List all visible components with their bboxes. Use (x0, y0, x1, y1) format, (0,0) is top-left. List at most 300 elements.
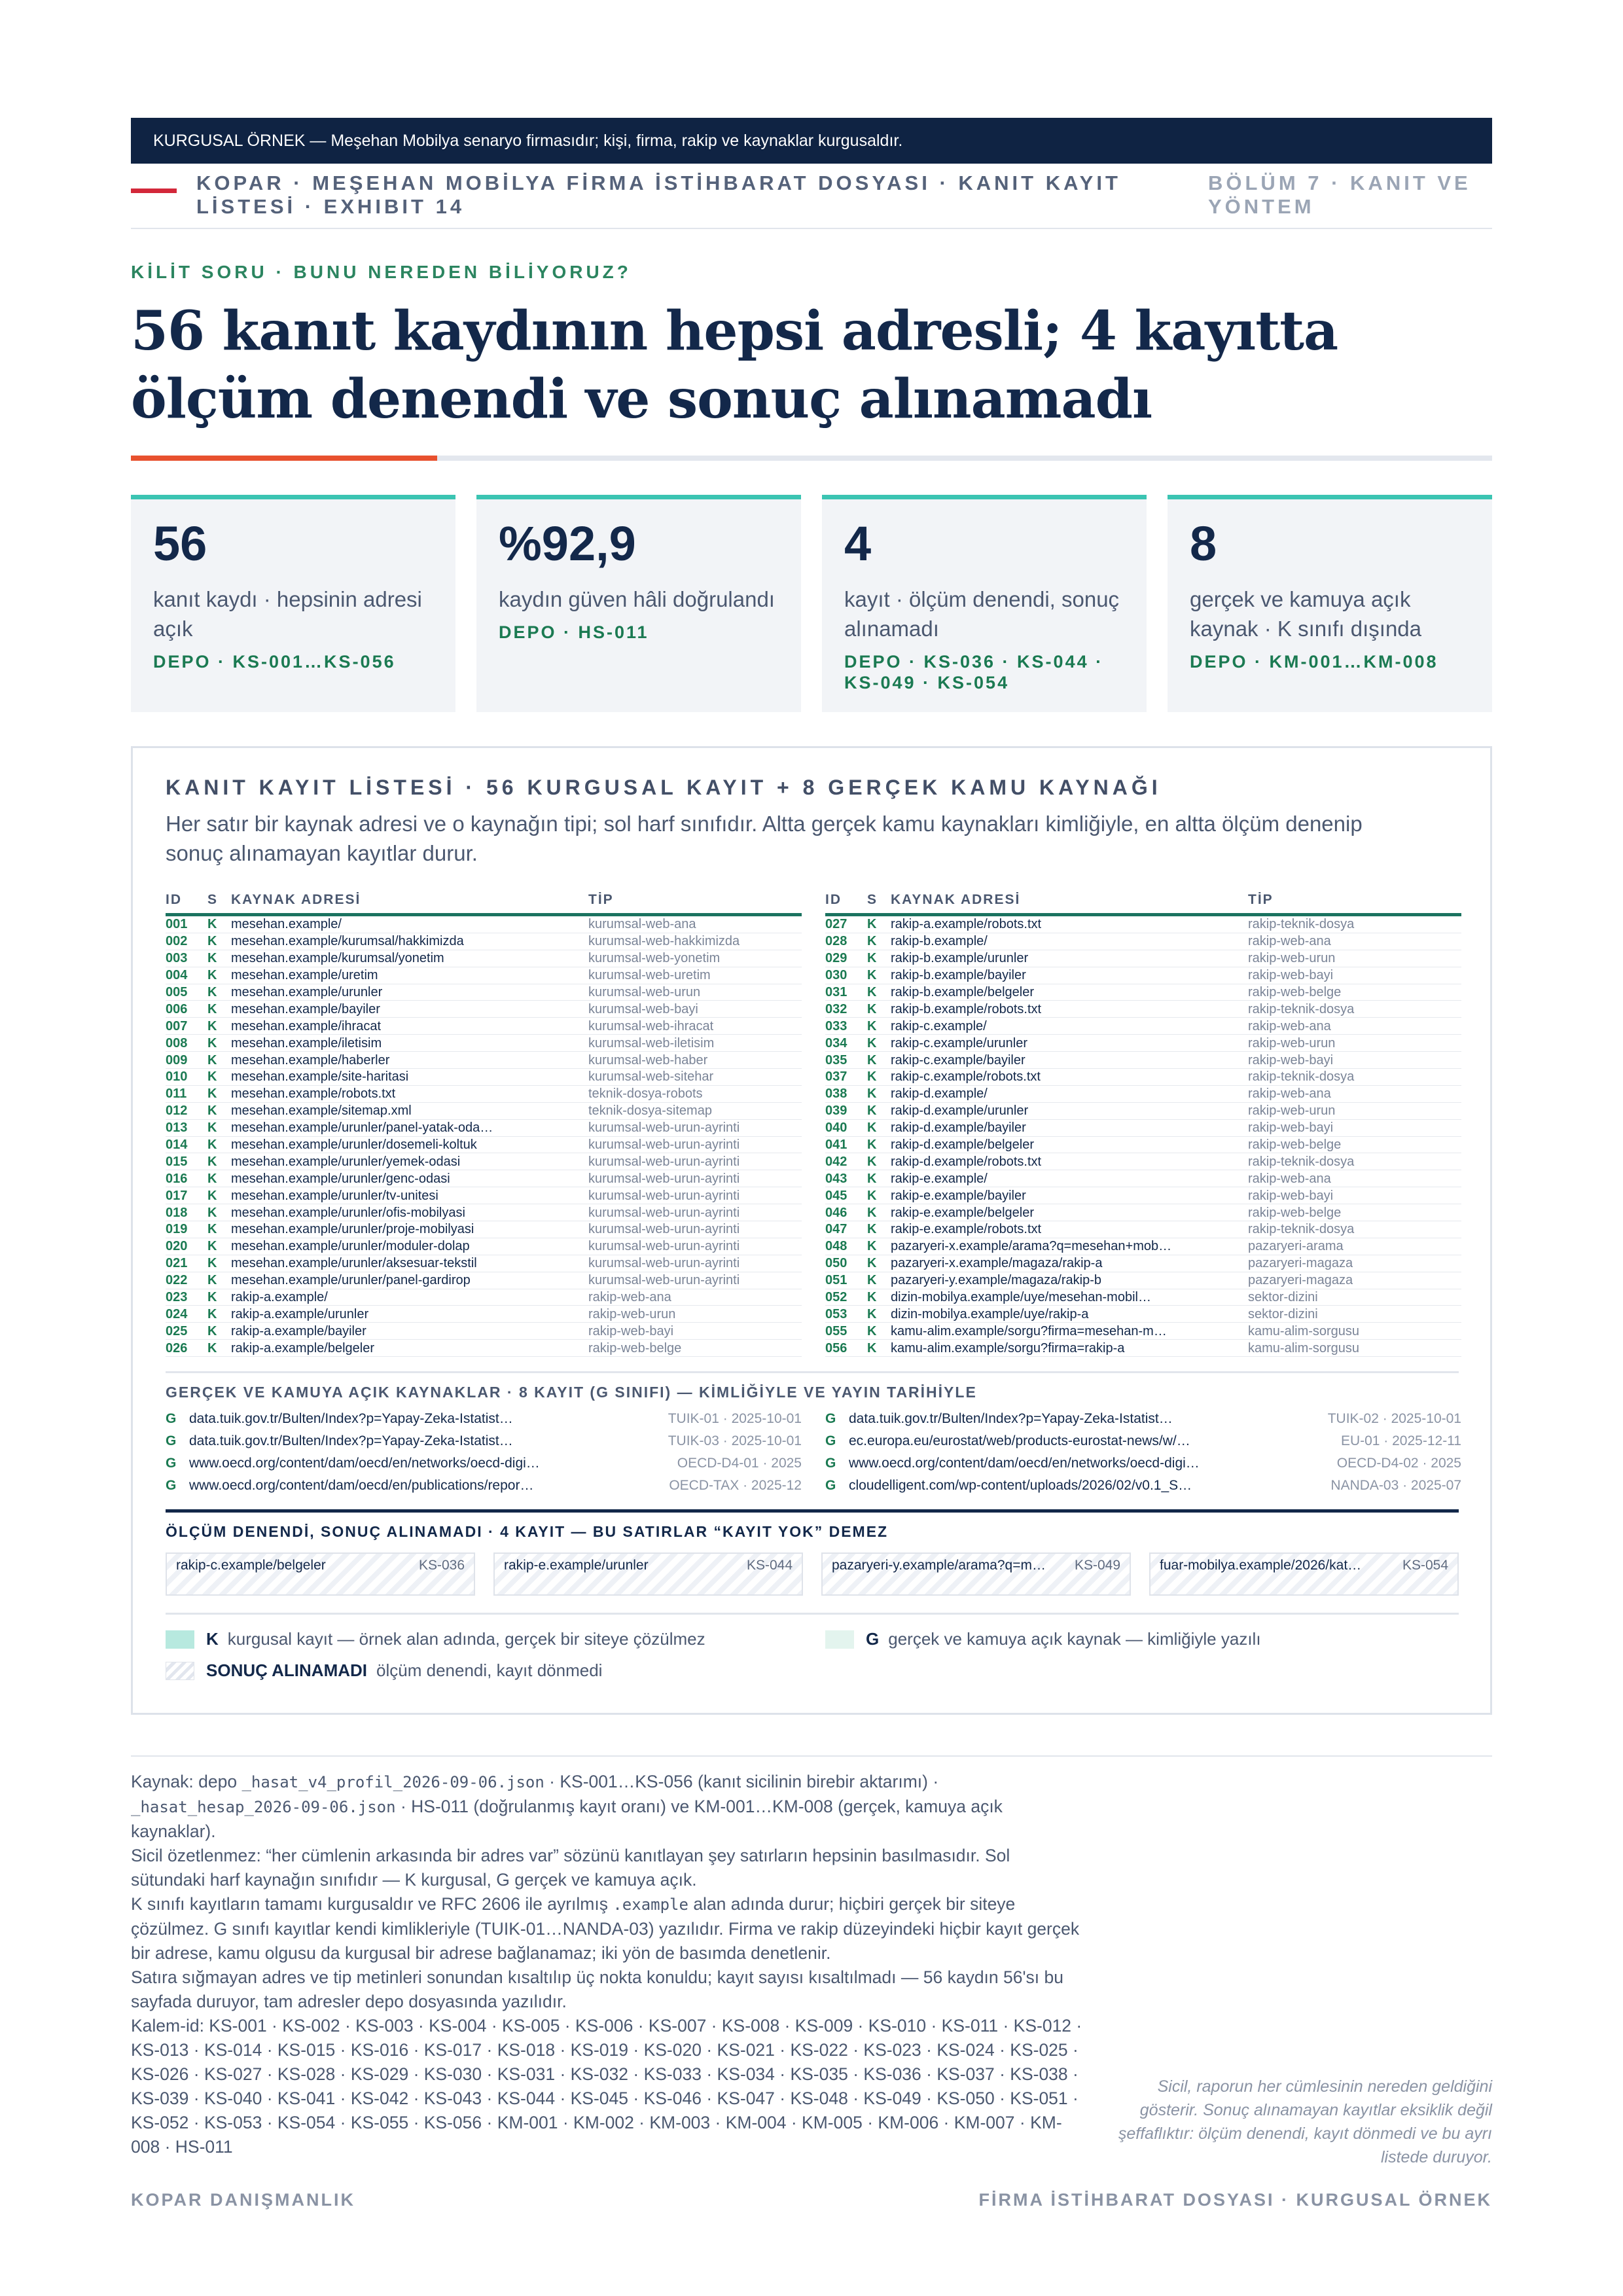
col-address-header: KAYNAK ADRESİ (891, 892, 1021, 907)
record-id: 045 (825, 1188, 847, 1203)
header-accent-bar (131, 188, 177, 193)
record-type: rakip-teknik-dosya (1248, 1222, 1355, 1237)
record-address: kamu-alim.example/sorgu?firma=mesehan-m… (891, 1323, 1167, 1338)
record-id: 033 (825, 1018, 847, 1033)
no-result-code: KS-049 (1074, 1558, 1120, 1573)
public-source-row (825, 1477, 1461, 1494)
table-row (166, 950, 802, 967)
record-type: kurumsal-web-urun-ayrinti (588, 1273, 740, 1288)
record-type: kamu-alim-sorgusu (1248, 1323, 1360, 1338)
record-class: K (207, 1340, 217, 1355)
legend-swatch-g (825, 1630, 854, 1649)
public-sources-title: GERÇEK VE KAMUYA AÇIK KAYNAKLAR · 8 KAYIT (G SINIFI) — KİMLİĞİYLE VE YAYIN TARİHİYLE (166, 1384, 977, 1401)
source-class: G (166, 1478, 177, 1494)
record-id: 034 (825, 1035, 847, 1050)
note-text: K sınıfı kayıtların tamamı kurgusaldır ve RFC 2606 ile ayrılmış (131, 1894, 613, 1914)
legend-swatch-hatched (166, 1662, 194, 1680)
source-id-date: TUIK-02 · 2025-10-01 (1327, 1411, 1461, 1427)
table-row (166, 1086, 802, 1103)
record-class: K (867, 1171, 877, 1186)
record-class: K (207, 1121, 217, 1136)
record-address: mesehan.example/site-haritasi (231, 1069, 409, 1085)
record-id: 043 (825, 1171, 847, 1186)
record-class: K (207, 951, 217, 966)
legend-text-k: kurgusal kayıt — örnek alan adında, gerçek bir siteye çözülmez (227, 1629, 705, 1649)
source-class: G (825, 1411, 836, 1427)
record-type: rakip-teknik-dosya (1248, 1001, 1355, 1016)
record-class: K (207, 934, 217, 949)
record-id: 038 (825, 1086, 847, 1102)
col-type-header: TİP (588, 892, 614, 907)
record-type: rakip-web-bayi (1248, 1121, 1334, 1136)
record-class: K (207, 985, 217, 999)
table-row (166, 1170, 802, 1187)
record-type: rakip-web-ana (588, 1290, 671, 1305)
stat-card (476, 495, 801, 712)
source-id-date: OECD-TAX · 2025-12 (669, 1478, 802, 1494)
table-row (166, 1052, 802, 1069)
record-address: rakip-a.example/belgeler (231, 1340, 375, 1355)
stat-source: DEPO · HS-011 (499, 622, 649, 642)
record-address: mesehan.example/ihracat (231, 1018, 382, 1033)
record-type: rakip-web-ana (1248, 934, 1331, 949)
table-row (825, 1323, 1461, 1340)
stat-source: DEPO · KS-001…KS-056 (153, 652, 396, 672)
source-url: www.oecd.org/content/dam/oecd/en/networks/oecd-digi… (189, 1456, 540, 1471)
record-id: 035 (825, 1052, 847, 1067)
note-truncation: Satıra sığmayan adres ve tip metinleri sonundan kısaltılıp üç nokta konuldu; kayıt sayısı kısaltılmadı — 56 kaydın 56'sı bu sayfada duruyor, tam adresler depo dosyasında yazılıdır. (131, 1967, 1064, 2011)
stat-card (1168, 495, 1492, 712)
note-classes (131, 1892, 1086, 1965)
legend-item-k (166, 1629, 705, 1649)
record-id: 056 (825, 1340, 847, 1355)
record-class: K (207, 1018, 217, 1033)
footer-right: FİRMA İSTİHBARAT DOSYASI · KURGUSAL ÖRNEK (978, 2190, 1492, 2210)
public-source-row (825, 1433, 1461, 1449)
record-id: 005 (166, 985, 188, 999)
record-type: rakip-web-ana (1248, 1018, 1331, 1033)
record-type: kurumsal-web-urun (588, 985, 701, 999)
record-type: rakip-web-ana (1248, 1171, 1331, 1186)
table-row (166, 1137, 802, 1154)
table-row (825, 1272, 1461, 1289)
record-type: pazaryeri-magaza (1248, 1256, 1353, 1271)
col-id-header: ID (825, 892, 842, 907)
record-class: K (207, 917, 217, 932)
no-result-code: KS-044 (746, 1558, 793, 1573)
record-class: K (867, 1256, 877, 1271)
running-header-right: BÖLÜM 7 · KANIT VE YÖNTEM (1208, 171, 1471, 218)
table-row (166, 1103, 802, 1120)
table-row (825, 916, 1461, 933)
record-id: 013 (166, 1121, 188, 1136)
record-address: pazaryeri-x.example/arama?q=mesehan+mob… (891, 1239, 1172, 1254)
record-id: 020 (166, 1239, 188, 1254)
table-row (825, 1018, 1461, 1035)
table-row (825, 1204, 1461, 1221)
record-id: 029 (825, 951, 847, 966)
table-body (825, 916, 1461, 1357)
record-address: dizin-mobilya.example/uye/mesehan-mobil… (891, 1290, 1151, 1305)
record-class: K (207, 1086, 217, 1102)
no-result-code: KS-054 (1402, 1558, 1448, 1573)
table-row (166, 1069, 802, 1086)
source-id-date: TUIK-01 · 2025-10-01 (668, 1411, 802, 1427)
stat-source: DEPO · KM-001…KM-008 (1190, 652, 1438, 672)
record-id: 004 (166, 968, 188, 983)
source-url: data.tuik.gov.tr/Bulten/Index?p=Yapay-Zeka-Istatist… (189, 1411, 513, 1427)
col-class-header: S (867, 892, 878, 907)
record-type: rakip-web-urun (1248, 1103, 1336, 1119)
col-id-header: ID (166, 892, 182, 907)
record-type: kurumsal-web-iletisim (588, 1035, 715, 1050)
panel-title: KANIT KAYIT LİSTESİ · 56 KURGUSAL KAYIT + 8 GERÇEK KAMU KAYNAĞI (166, 776, 1162, 799)
no-result-section (166, 1509, 1459, 1596)
legend-swatch-k (166, 1630, 194, 1649)
legend-label-no-result: SONUÇ ALINAMADI (206, 1660, 368, 1681)
record-type: rakip-teknik-dosya (1248, 917, 1355, 932)
table-row (825, 1255, 1461, 1272)
kicker: KİLİT SORU · BUNU NEREDEN BİLİYORUZ? (131, 262, 632, 282)
record-id: 052 (825, 1290, 847, 1305)
source-class: G (166, 1456, 177, 1471)
record-address: rakip-e.example/bayiler (891, 1188, 1026, 1203)
record-class: K (867, 1018, 877, 1033)
record-id: 008 (166, 1035, 188, 1050)
record-type: kurumsal-web-urun-ayrinti (588, 1138, 740, 1153)
table-row (825, 1238, 1461, 1255)
table-row (825, 1306, 1461, 1323)
record-address: mesehan.example/urunler/panel-gardirop (231, 1273, 471, 1288)
record-address: rakip-d.example/robots.txt (891, 1154, 1042, 1169)
record-class: K (207, 1069, 217, 1085)
record-id: 027 (825, 917, 847, 932)
record-id: 002 (166, 934, 188, 949)
record-address: rakip-d.example/belgeler (891, 1138, 1035, 1153)
table-row (825, 1170, 1461, 1187)
table-row (825, 1120, 1461, 1137)
record-type: kurumsal-web-urun-ayrinti (588, 1171, 740, 1186)
record-address: mesehan.example/urunler/tv-unitesi (231, 1188, 438, 1203)
record-address: pazaryeri-x.example/magaza/rakip-a (891, 1256, 1103, 1271)
table-row (166, 1323, 802, 1340)
table-row (825, 1221, 1461, 1238)
table-row (166, 1204, 802, 1221)
table-row (166, 933, 802, 950)
title-rule (131, 456, 1492, 461)
record-id: 007 (166, 1018, 188, 1033)
table-row (166, 967, 802, 984)
source-url: cloudelligent.com/wp-content/uploads/2026/02/v0.1_S… (849, 1478, 1192, 1494)
running-header (131, 164, 1492, 229)
fiction-banner: KURGUSAL ÖRNEK — Meşehan Mobilya senaryo firmasıdır; kişi, firma, rakip ve kaynaklar kurgusaldır. (131, 118, 1492, 164)
record-address: mesehan.example/urunler/ofis-mobilyasi (231, 1205, 465, 1220)
record-type: rakip-web-bayi (1248, 1188, 1334, 1203)
stat-label: gerçek ve kamuya açık kaynak · K sınıfı dışında (1190, 587, 1422, 641)
record-class: K (867, 1290, 877, 1305)
source-url: data.tuik.gov.tr/Bulten/Index?p=Yapay-Zeka-Istatist… (849, 1411, 1173, 1427)
record-id: 026 (166, 1340, 188, 1355)
record-class: K (207, 1138, 217, 1153)
table-row (825, 950, 1461, 967)
record-address: mesehan.example/ (231, 917, 342, 932)
source-url: data.tuik.gov.tr/Bulten/Index?p=Yapay-Zeka-Istatist… (189, 1433, 513, 1449)
record-type: rakip-web-belge (588, 1340, 682, 1355)
record-type: kurumsal-web-urun-ayrinti (588, 1154, 740, 1169)
note-code: .example (613, 1895, 688, 1914)
record-id: 019 (166, 1222, 188, 1237)
record-address: mesehan.example/iletisim (231, 1035, 382, 1050)
record-type: rakip-web-belge (1248, 1138, 1342, 1153)
record-address: rakip-c.example/ (891, 1018, 987, 1033)
record-id: 012 (166, 1103, 188, 1119)
note-text: alan adında durur; hiçbiri gerçek bir siteye çözülmez. G sınıfı kayıtlar kendi kimlikleriyle (TUIK-01…NANDA-03) yazılıdır. Firma ve rakip düzeyindeki hiçbir kayıt gerçek bir adrese, kamu olgusu da kurgusal bir adrese bağlanamaz; iki yön de basımda denetlenir. (131, 1894, 1080, 1963)
public-source-row (166, 1455, 802, 1471)
table-row (825, 1035, 1461, 1052)
record-address: rakip-a.example/ (231, 1290, 328, 1305)
public-source-row (166, 1433, 802, 1449)
no-result-grid (166, 1552, 1459, 1596)
record-address: rakip-d.example/ (891, 1086, 988, 1102)
evidence-panel (131, 746, 1492, 1715)
record-class: K (867, 1121, 877, 1136)
no-result-record (1149, 1552, 1459, 1596)
table-row (825, 1086, 1461, 1103)
record-type: rakip-web-ana (1248, 1086, 1331, 1102)
table-row (166, 1035, 802, 1052)
record-type: pazaryeri-magaza (1248, 1273, 1353, 1288)
legend-letter-k: K (206, 1629, 219, 1649)
source-class: G (825, 1478, 836, 1494)
stat-value: 56 (153, 516, 207, 571)
no-result-address: rakip-e.example/urunler (504, 1558, 649, 1573)
record-id: 050 (825, 1256, 847, 1271)
no-result-address: pazaryeri-y.example/arama?q=m… (832, 1558, 1046, 1573)
col-address-header: KAYNAK ADRESİ (231, 892, 361, 907)
record-id: 046 (825, 1205, 847, 1220)
record-address: rakip-c.example/bayiler (891, 1052, 1026, 1067)
record-class: K (867, 1035, 877, 1050)
record-address: mesehan.example/urunler/dosemeli-koltuk (231, 1138, 477, 1153)
record-class: K (207, 1001, 217, 1016)
record-type: kurumsal-web-ana (588, 917, 696, 932)
record-address: mesehan.example/urunler/aksesuar-tekstil (231, 1256, 477, 1271)
table-row (166, 1306, 802, 1323)
record-class: K (207, 1323, 217, 1338)
table-row (825, 967, 1461, 984)
record-type: teknik-dosya-robots (588, 1086, 703, 1102)
panel-description: Her satır bir kaynak adresi ve o kaynağın tipi; sol harf sınıfıdır. Altta gerçek kamu kaynakları kimliğiyle, en altta ölçüm denenip sonuç alınamayan kayıtlar durur. (166, 812, 1363, 865)
stat-source: DEPO · KS-036 · KS-044 · KS-049 · KS-054 (844, 652, 1104, 692)
record-address: rakip-a.example/robots.txt (891, 917, 1042, 932)
note-source (131, 1770, 1086, 1844)
table-row (825, 1052, 1461, 1069)
table-row (166, 1340, 802, 1357)
no-result-code: KS-036 (418, 1558, 465, 1573)
table-row (825, 1289, 1461, 1306)
col-type-header: TİP (1248, 892, 1274, 907)
table-row (825, 1153, 1461, 1170)
record-id: 048 (825, 1239, 847, 1254)
record-address: mesehan.example/robots.txt (231, 1086, 396, 1102)
note-text: · KS-001…KS-056 (kanıt sicilinin birebir aktarımı) · (544, 1772, 939, 1791)
legend-text-g: gerçek ve kamuya açık kaynak — kimliğiyle yazılı (888, 1629, 1261, 1649)
table-row (166, 1255, 802, 1272)
record-type: kurumsal-web-urun-ayrinti (588, 1256, 740, 1271)
record-type: rakip-web-bayi (588, 1323, 674, 1338)
record-class: K (207, 1035, 217, 1050)
record-type: rakip-web-belge (1248, 985, 1342, 999)
record-id: 023 (166, 1290, 188, 1305)
record-address: mesehan.example/urunler/panel-yatak-oda… (231, 1121, 493, 1136)
table-row (825, 933, 1461, 950)
col-class-header: S (207, 892, 219, 907)
table-row (166, 1153, 802, 1170)
record-type: sektor-dizini (1248, 1306, 1318, 1321)
record-address: rakip-a.example/bayiler (231, 1323, 366, 1338)
source-notes (131, 1770, 1086, 2159)
source-class: G (825, 1433, 836, 1449)
record-type: kurumsal-web-uretim (588, 968, 711, 983)
no-result-record (493, 1552, 803, 1596)
record-id: 040 (825, 1121, 847, 1136)
running-header-left: KOPAR · MEŞEHAN MOBİLYA FİRMA İSTİHBARAT DOSYASI · KANIT KAYIT LİSTESİ · EXHIBIT 14 (196, 171, 1121, 218)
record-address: mesehan.example/urunler/genc-odasi (231, 1171, 450, 1186)
record-type: rakip-web-urun (588, 1306, 676, 1321)
record-class: K (867, 985, 877, 999)
record-class: K (207, 1222, 217, 1237)
public-source-row (166, 1477, 802, 1494)
record-class: K (207, 968, 217, 983)
table-row (166, 1221, 802, 1238)
table-row (166, 916, 802, 933)
table-row (825, 1069, 1461, 1086)
record-id: 028 (825, 934, 847, 949)
stat-card (822, 495, 1147, 712)
record-type: rakip-web-urun (1248, 951, 1336, 966)
public-sources-grid (166, 1410, 1459, 1494)
record-type: kurumsal-web-urun-ayrinti (588, 1222, 740, 1237)
legend-letter-g: G (866, 1629, 880, 1649)
source-id-date: OECD-D4-01 · 2025 (677, 1456, 802, 1471)
table-row (825, 1103, 1461, 1120)
record-type: pazaryeri-arama (1248, 1239, 1344, 1254)
record-id: 021 (166, 1256, 188, 1271)
record-address: rakip-b.example/robots.txt (891, 1001, 1042, 1016)
record-class: K (867, 1188, 877, 1203)
record-address: rakip-d.example/urunler (891, 1103, 1029, 1119)
no-result-address: fuar-mobilya.example/2026/kat… (1160, 1558, 1362, 1573)
record-id: 015 (166, 1154, 188, 1169)
legend-text-no-result: ölçüm denendi, kayıt dönmedi (376, 1660, 603, 1681)
record-type: rakip-teknik-dosya (1248, 1069, 1355, 1085)
record-id: 031 (825, 985, 847, 999)
table-row (166, 1272, 802, 1289)
table-header (825, 889, 1461, 916)
record-type: teknik-dosya-sitemap (588, 1103, 712, 1119)
record-id: 042 (825, 1154, 847, 1169)
record-class: K (207, 1290, 217, 1305)
record-address: dizin-mobilya.example/uye/rakip-a (891, 1306, 1089, 1321)
record-type: kurumsal-web-bayi (588, 1001, 698, 1016)
record-address: rakip-d.example/bayiler (891, 1121, 1026, 1136)
record-id: 001 (166, 917, 188, 932)
record-type: rakip-teknik-dosya (1248, 1154, 1355, 1169)
table-row (825, 1340, 1461, 1357)
record-class: K (207, 1188, 217, 1203)
source-url: ec.europa.eu/eurostat/web/products-eurostat-news/w/… (849, 1433, 1190, 1449)
record-address: mesehan.example/sitemap.xml (231, 1103, 412, 1119)
record-type: kurumsal-web-urun-ayrinti (588, 1188, 740, 1203)
record-address: kamu-alim.example/sorgu?firma=rakip-a (891, 1340, 1125, 1355)
record-id: 051 (825, 1273, 847, 1288)
record-type: rakip-web-bayi (1248, 1052, 1334, 1067)
record-type: rakip-web-bayi (1248, 968, 1334, 983)
note-file: _hasat_hesap_2026-09-06.json (131, 1798, 396, 1816)
record-class: K (867, 934, 877, 949)
title-rule-accent (131, 456, 437, 461)
record-id: 022 (166, 1273, 188, 1288)
record-class: K (867, 1052, 877, 1067)
legend-item-no-result (166, 1660, 602, 1681)
record-class: K (207, 1154, 217, 1169)
record-class: K (867, 1138, 877, 1153)
record-class: K (207, 1052, 217, 1067)
record-type: rakip-web-belge (1248, 1205, 1342, 1220)
record-type: kurumsal-web-urun-ayrinti (588, 1239, 740, 1254)
record-class: K (867, 1323, 877, 1338)
public-source-row (825, 1455, 1461, 1471)
record-class: K (207, 1103, 217, 1119)
stat-cards (131, 495, 1492, 712)
record-class: K (867, 1154, 877, 1169)
record-class: K (867, 1069, 877, 1085)
record-address: rakip-e.example/ (891, 1171, 988, 1186)
note-registry: Sicil özetlenmez: “her cümlenin arkasında bir adres var” sözünü kanıtlayan şey satırların hepsinin basılmasıdır. Sol sütundaki harf kaynağın sınıfıdır — K kurgusal, G gerçek ve kamuya açık. (131, 1846, 1010, 1890)
record-address: rakip-b.example/belgeler (891, 985, 1035, 999)
record-id: 009 (166, 1052, 188, 1067)
source-id-date: OECD-D4-02 · 2025 (1336, 1456, 1461, 1471)
footnote-rule (131, 1755, 1492, 1757)
record-address: rakip-b.example/bayiler (891, 968, 1026, 983)
record-id: 003 (166, 951, 188, 966)
record-id: 055 (825, 1323, 847, 1338)
record-class: K (207, 1306, 217, 1321)
stat-value: 4 (844, 516, 872, 571)
table-body (166, 916, 802, 1357)
record-address: mesehan.example/kurumsal/hakkimizda (231, 934, 464, 949)
record-id: 006 (166, 1001, 188, 1016)
page-title: 56 kanıt kaydının hepsi adresli; 4 kayıtta ölçüm denendi ve sonuç alınamadı (131, 300, 1338, 431)
record-id: 053 (825, 1306, 847, 1321)
record-id: 032 (825, 1001, 847, 1016)
record-type: sektor-dizini (1248, 1290, 1318, 1305)
record-address: pazaryeri-y.example/magaza/rakip-b (891, 1273, 1101, 1288)
note-item-ids: Kalem-id: KS-001 · KS-002 · KS-003 · KS-004 · KS-005 · KS-006 · KS-007 · KS-008 · KS-009 · KS-010 · KS-011 · KS-012 · KS-013 · KS-014 · KS-015 · KS-016 · KS-017 · KS-018 · KS-019 · KS-020 · KS-021 · KS-022 · KS-023 · KS-024 · KS-025 · KS-026 · KS-027 · KS-028 · KS-029 · KS-030 · KS-031 · KS-032 · KS-033 · KS-034 · KS-035 · KS-036 · KS-037 · KS-038 · KS-039 · KS-040 · KS-041 · KS-042 · KS-043 · KS-044 · KS-045 · KS-046 · KS-047 · KS-048 · KS-049 · KS-050 · KS-051 · KS-052 · KS-053 · KS-054 · KS-055 · KS-056 · KM-001 · KM-002 · KM-003 · KM-004 · KM-005 · KM-006 · KM-007 · KM-008 · HS-011 (131, 2016, 1082, 2157)
record-id: 037 (825, 1069, 847, 1085)
table-row (166, 1187, 802, 1204)
record-address: rakip-e.example/robots.txt (891, 1222, 1042, 1237)
table-row (166, 1001, 802, 1018)
source-id-date: TUIK-03 · 2025-10-01 (668, 1433, 802, 1449)
record-class: K (207, 1239, 217, 1254)
table-row (166, 1238, 802, 1255)
record-type: kurumsal-web-sitehar (588, 1069, 714, 1085)
record-address: mesehan.example/urunler (231, 985, 383, 999)
record-type: kurumsal-web-hakkimizda (588, 934, 740, 949)
record-type: kurumsal-web-ihracat (588, 1018, 714, 1033)
record-address: mesehan.example/bayiler (231, 1001, 380, 1016)
